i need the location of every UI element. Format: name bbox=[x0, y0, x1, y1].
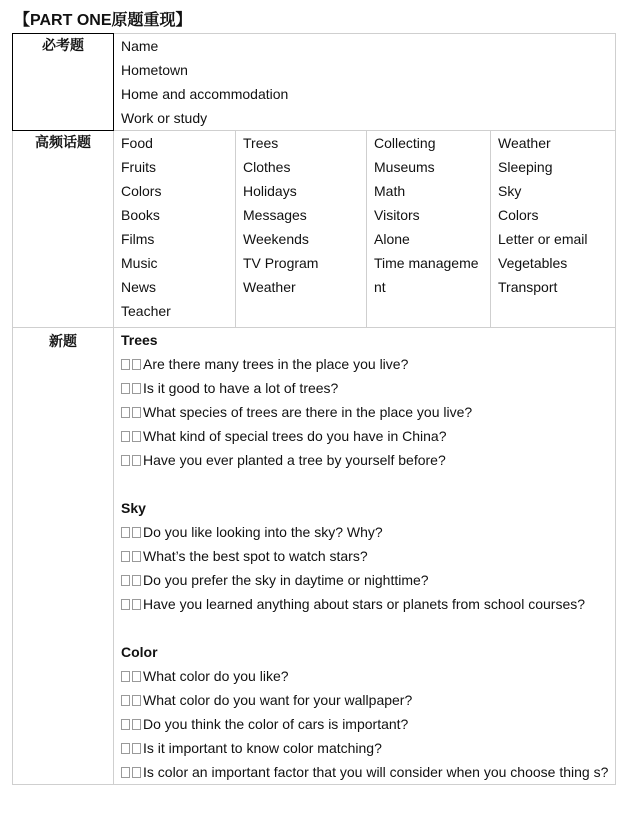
new-label: 新题 bbox=[49, 333, 77, 349]
question-item bbox=[114, 352, 615, 376]
question-item bbox=[114, 424, 615, 448]
frequent-topic: Messages bbox=[243, 207, 307, 223]
question-text: What color do you want for your wallpaper? bbox=[143, 692, 413, 708]
page-title: 【PART ONE原题重现】 bbox=[14, 12, 192, 29]
frequent-topic: TV Program bbox=[243, 255, 319, 271]
question-item bbox=[114, 712, 615, 736]
box-icon bbox=[132, 599, 141, 610]
new-row bbox=[13, 328, 616, 785]
question-text: Have you learned anything about stars or planets from school courses? bbox=[143, 596, 586, 612]
question-item bbox=[114, 760, 615, 784]
frequent-topic: Collecting bbox=[374, 135, 436, 151]
frequent-column-2 bbox=[236, 131, 367, 328]
frequent-topic: Colors bbox=[121, 183, 162, 199]
frequent-topic: Museums bbox=[374, 159, 435, 175]
question-text: Is it good to have a lot of trees? bbox=[143, 380, 339, 396]
question-text: What species of trees are there in the place you live? bbox=[143, 404, 473, 420]
frequent-topic: Weather bbox=[243, 279, 296, 295]
question-item bbox=[114, 448, 615, 472]
frequent-column-4 bbox=[491, 131, 616, 328]
question-text: What color do you like? bbox=[143, 668, 289, 684]
question-item bbox=[114, 544, 615, 568]
box-icon bbox=[132, 359, 141, 370]
box-icon bbox=[132, 671, 141, 682]
frequent-topic: Music bbox=[121, 255, 158, 271]
question-item bbox=[114, 736, 615, 760]
required-label: 必考题 bbox=[42, 37, 84, 53]
frequent-topic: Letter or email bbox=[498, 231, 588, 247]
box-icon bbox=[132, 575, 141, 586]
frequent-column-3 bbox=[367, 131, 491, 328]
box-icon bbox=[121, 455, 130, 466]
frequent-topic: News bbox=[121, 279, 157, 295]
box-icon bbox=[121, 359, 130, 370]
question-text: What’s the best spot to watch stars? bbox=[143, 548, 368, 564]
box-icon bbox=[121, 743, 130, 754]
box-icon bbox=[121, 527, 130, 538]
new-label-cell bbox=[13, 328, 114, 785]
frequent-topic: Fruits bbox=[121, 159, 156, 175]
box-icon bbox=[132, 743, 141, 754]
box-icon bbox=[132, 407, 141, 418]
frequent-topic: Math bbox=[374, 183, 406, 199]
box-icon bbox=[121, 407, 130, 418]
question-item bbox=[114, 400, 615, 424]
frequent-topic: Vegetables bbox=[498, 255, 568, 271]
frequent-topic: nt bbox=[374, 279, 386, 295]
question-text: Do you think the color of cars is important? bbox=[143, 716, 409, 732]
question-item bbox=[114, 688, 615, 712]
question-item bbox=[114, 592, 615, 616]
frequent-topic: Books bbox=[121, 207, 160, 223]
question-item bbox=[114, 520, 615, 544]
box-icon bbox=[132, 431, 141, 442]
frequent-topic: Holidays bbox=[243, 183, 297, 199]
section-title-sky: Sky bbox=[121, 500, 146, 516]
frequent-topic: Alone bbox=[374, 231, 410, 247]
frequent-topic: Time manageme bbox=[374, 255, 479, 271]
box-icon bbox=[121, 575, 130, 586]
section-title-color: Color bbox=[121, 644, 158, 660]
frequent-topic: Weekends bbox=[243, 231, 309, 247]
frequent-topic: Trees bbox=[243, 135, 279, 151]
frequent-topic: Teacher bbox=[121, 303, 171, 319]
frequent-topic: Food bbox=[121, 135, 153, 151]
box-icon bbox=[132, 383, 141, 394]
spacer bbox=[114, 472, 615, 496]
question-text: Do you prefer the sky in daytime or nighttime? bbox=[143, 572, 429, 588]
section-title-trees: Trees bbox=[121, 332, 158, 348]
question-text: Is color an important factor that you will consider when you choose thing s? bbox=[143, 764, 609, 780]
box-icon bbox=[121, 431, 130, 442]
question-text: What kind of special trees do you have in China? bbox=[143, 428, 447, 444]
frequent-column-1 bbox=[114, 131, 236, 328]
frequent-topic: Colors bbox=[498, 207, 539, 223]
question-text: Is it important to know color matching? bbox=[143, 740, 382, 756]
question-text: Do you like looking into the sky? Why? bbox=[143, 524, 383, 540]
box-icon bbox=[132, 719, 141, 730]
frequent-label: 高频话题 bbox=[35, 134, 91, 150]
frequent-topic: Clothes bbox=[243, 159, 291, 175]
box-icon bbox=[121, 551, 130, 562]
box-icon bbox=[121, 383, 130, 394]
required-item: Work or study bbox=[121, 110, 208, 126]
question-item bbox=[114, 664, 615, 688]
frequent-topic: Sky bbox=[498, 183, 522, 199]
box-icon bbox=[121, 767, 130, 778]
frequent-topic: Transport bbox=[498, 279, 558, 295]
required-item: Home and accommodation bbox=[121, 86, 289, 102]
question-item bbox=[114, 376, 615, 400]
frequent-topic: Visitors bbox=[374, 207, 420, 223]
question-item bbox=[114, 568, 615, 592]
question-text: Are there many trees in the place you live? bbox=[143, 356, 409, 372]
frequent-topic: Films bbox=[121, 231, 155, 247]
box-icon bbox=[121, 695, 130, 706]
required-label-cell bbox=[13, 34, 114, 131]
topics-table bbox=[12, 33, 616, 785]
box-icon bbox=[132, 455, 141, 466]
box-icon bbox=[132, 551, 141, 562]
new-questions-cell bbox=[114, 328, 616, 785]
frequent-topic: Weather bbox=[498, 135, 551, 151]
box-icon bbox=[121, 671, 130, 682]
frequent-label-cell bbox=[13, 131, 114, 328]
box-icon bbox=[121, 719, 130, 730]
required-row bbox=[13, 34, 616, 131]
spacer bbox=[114, 616, 615, 640]
frequent-topic: Sleeping bbox=[498, 159, 553, 175]
box-icon bbox=[121, 599, 130, 610]
box-icon bbox=[132, 695, 141, 706]
question-text: Have you ever planted a tree by yourself before? bbox=[143, 452, 446, 468]
frequent-row bbox=[13, 131, 616, 328]
box-icon bbox=[132, 527, 141, 538]
required-item: Hometown bbox=[121, 62, 188, 78]
required-items-cell bbox=[114, 34, 616, 131]
box-icon bbox=[132, 767, 141, 778]
required-item: Name bbox=[121, 38, 159, 54]
